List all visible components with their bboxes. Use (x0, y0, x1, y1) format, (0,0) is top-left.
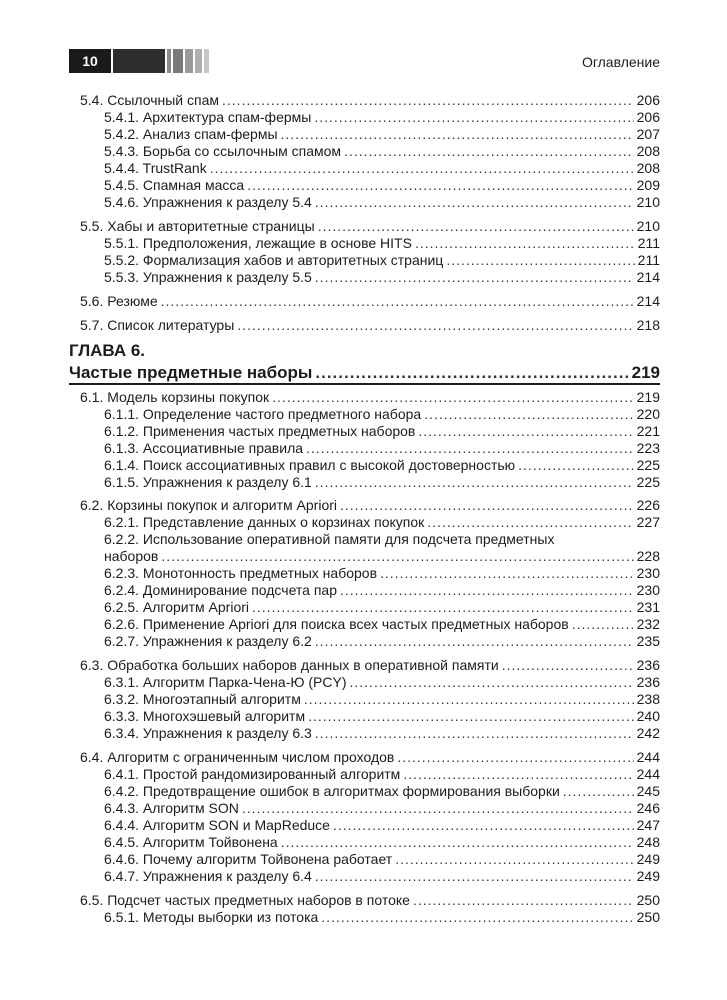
dot-leader (572, 616, 634, 633)
dot-leader (427, 514, 633, 531)
toc-entry[interactable] (104, 616, 660, 633)
dot-leader (418, 423, 633, 440)
toc-entry-title: 6.4.5. Алгоритм Тойвонена (104, 834, 278, 850)
toc-entry[interactable] (104, 851, 660, 868)
toc-entry-page: 225 (636, 457, 660, 473)
toc-entry-page: 208 (636, 143, 660, 159)
toc-entry-title: 5.4.3. Борьба со ссылочным спамом (104, 143, 342, 159)
header-bar-5 (195, 49, 202, 73)
dot-leader (252, 599, 634, 616)
dot-leader (350, 674, 634, 691)
toc-entry-title: 6.2.7. Упражнения к разделу 6.2 (104, 633, 312, 649)
toc-entry-title: 6.1.5. Упражнения к разделу 6.1 (104, 474, 312, 490)
toc-entry-title: 5.5.2. Формализация хабов и авторитетных страниц (104, 252, 444, 268)
toc-entry[interactable] (104, 143, 660, 160)
dot-leader (340, 582, 634, 599)
toc-entry-title: 6.2.1. Представление данных о корзинах покупок (104, 514, 425, 530)
toc-entry-title: 6.4.1. Простой рандомизированный алгоритм (104, 766, 401, 782)
toc-entry-page: 230 (636, 565, 660, 581)
toc-entry-title: 6.3. Обработка больших наборов данных в оперативной памяти (80, 657, 499, 673)
dot-leader (321, 909, 633, 926)
toc-entry[interactable] (104, 160, 660, 177)
toc-entry-title: 6.4.2. Предотвращение ошибок в алгоритмах формирования выборки (104, 783, 560, 799)
toc-entry[interactable] (104, 440, 660, 457)
toc-entry-page: 238 (636, 691, 660, 707)
dot-leader (222, 92, 634, 109)
toc-entry[interactable] (80, 657, 660, 674)
dot-leader (403, 766, 633, 783)
toc-entry-title: 6.5.1. Методы выборки из потока (104, 909, 319, 925)
header-bar-3 (173, 49, 183, 73)
toc-entry-page: 225 (636, 474, 660, 490)
toc-entry-title: 6.4.3. Алгоритм SON (104, 800, 239, 816)
toc-entry-page: 211 (637, 235, 660, 251)
toc-entry-title: наборов (104, 548, 159, 564)
page-header (0, 0, 727, 90)
toc-entry[interactable] (104, 109, 660, 126)
dot-leader (395, 851, 633, 868)
dot-leader (161, 548, 633, 565)
chapter-title: Частые предметные наборы (69, 363, 313, 382)
toc-entry-page: 210 (636, 218, 660, 234)
toc-entry-title: 6.3.3. Многохэшевый алгоритм (104, 708, 306, 724)
toc-entry[interactable] (104, 514, 660, 531)
toc-entry-title: 5.5. Хабы и авторитетные страницы (80, 218, 315, 234)
toc-entry[interactable] (104, 633, 660, 650)
toc-entry-title: 5.5.3. Упражнения к разделу 5.5 (104, 269, 312, 285)
toc-entry-page: 220 (636, 406, 660, 422)
toc-entry[interactable] (104, 909, 660, 926)
toc-entry-title: 5.4.1. Архитектура спам-фермы (104, 109, 312, 125)
toc-entry[interactable] (104, 252, 660, 269)
toc-entry[interactable] (104, 269, 660, 286)
toc-entry[interactable] (80, 749, 660, 766)
toc-entry-title: 6.1.1. Определение частого предметного набора (104, 406, 422, 422)
toc-entry-page: 218 (636, 317, 660, 333)
toc-entry-page: 208 (636, 160, 660, 176)
dot-leader (340, 497, 634, 514)
toc-entry[interactable] (104, 235, 660, 252)
toc-entry-page: 236 (636, 657, 660, 673)
header-bar-1 (113, 49, 165, 73)
toc-entry-page: 242 (636, 725, 660, 741)
toc-entry-page: 209 (636, 177, 660, 193)
toc-entry-title: 6.3.1. Алгоритм Парка-Чена-Ю (PCY) (104, 674, 347, 690)
dot-leader (315, 633, 634, 650)
toc-entry-page: 232 (636, 616, 660, 632)
dot-leader (242, 800, 634, 817)
header-bar-4 (185, 49, 193, 73)
toc-entry-title: 5.6. Резюме (80, 293, 158, 309)
toc-entry[interactable] (104, 674, 660, 691)
toc-entry-page: 210 (636, 194, 660, 210)
page-number: 10 (69, 49, 111, 73)
dot-leader (306, 440, 634, 457)
toc-entry[interactable] (104, 725, 660, 742)
toc-entry-title: 6.2. Корзины покупок и алгоритм Apriori (80, 497, 338, 513)
toc-entry[interactable] (104, 126, 660, 143)
toc-entry[interactable] (80, 92, 660, 109)
toc-entry[interactable] (104, 800, 660, 817)
toc-entry-title: 5.4. Ссылочный спам (80, 92, 220, 108)
toc-entry-title: 6.1.4. Поиск ассоциативных правил с высокой достоверностью (104, 457, 516, 473)
dot-leader (333, 817, 634, 834)
dot-leader (314, 109, 633, 126)
dot-leader (281, 126, 634, 143)
toc-entry-title: 6.2.4. Доминирование подсчета пар (104, 582, 337, 598)
toc-entry-page: 247 (636, 817, 660, 833)
toc-entry[interactable] (104, 766, 660, 783)
dot-leader (272, 389, 633, 406)
toc-entry-title: 6.2.5. Алгоритм Apriori (104, 599, 249, 615)
toc-entry-page: 226 (636, 497, 660, 513)
dot-leader (502, 657, 634, 674)
toc-entry-page: 227 (636, 514, 660, 530)
toc-entry[interactable] (80, 218, 660, 235)
toc-entry-title: 5.5.1. Предположения, лежащие в основе HITS (104, 235, 412, 251)
toc-entry-title: 6.4.4. Алгоритм SON и MapReduce (104, 817, 330, 833)
toc-entry-title-line1[interactable]: 6.2.2. Использование оперативной памяти для подсчета предметных (104, 531, 555, 547)
toc-entry-title: 5.4.6. Упражнения к разделу 5.4 (104, 194, 312, 210)
toc-entry-page: 214 (636, 269, 660, 285)
toc-entry-title: 6.5. Подсчет частых предметных наборов в потоке (80, 892, 410, 908)
toc-entry-page: 250 (636, 909, 660, 925)
dot-leader (413, 892, 634, 909)
dot-leader (315, 474, 634, 491)
chapter-page: 219 (631, 363, 660, 382)
dot-leader (210, 160, 634, 177)
toc-entry[interactable] (104, 783, 660, 800)
toc-entry[interactable] (104, 599, 660, 616)
dot-leader (446, 252, 634, 269)
toc-entry-title: 6.3.2. Многоэтапный алгоритм (104, 691, 301, 707)
dot-leader (315, 868, 634, 885)
toc-entry[interactable] (104, 582, 660, 599)
toc-entry-title: 6.3.4. Упражнения к разделу 6.3 (104, 725, 312, 741)
chapter-label: ГЛАВА 6. (69, 341, 146, 360)
toc-entry-page: 235 (636, 633, 660, 649)
dot-leader (281, 834, 634, 851)
toc-entry[interactable] (104, 548, 660, 565)
toc-entry-page: 219 (636, 389, 660, 405)
header-bar-6 (204, 49, 209, 73)
toc-entry-page: 249 (636, 851, 660, 867)
toc-entry[interactable] (104, 691, 660, 708)
dot-leader (424, 406, 633, 423)
toc-entry[interactable] (80, 293, 660, 310)
toc-entry[interactable] (104, 406, 660, 423)
toc-entry-title: 6.1.2. Применения частых предметных наборов (104, 423, 416, 439)
toc-entry[interactable] (80, 389, 660, 406)
toc-entry[interactable] (104, 868, 660, 885)
toc-entry-title: 5.7. Список литературы (80, 317, 235, 333)
toc-entry-title: 5.4.2. Анализ спам-фермы (104, 126, 278, 142)
dot-leader (308, 708, 634, 725)
toc-entry-page: 249 (636, 868, 660, 884)
dot-leader (380, 565, 634, 582)
dot-leader (518, 457, 633, 474)
dot-leader (304, 691, 634, 708)
toc-entry-page: 240 (636, 708, 660, 724)
toc-entry-title: 6.2.6. Применение Apriori для поиска всех частых предметных наборов (104, 616, 569, 632)
toc-entry-title: 6.1. Модель корзины покупок (80, 389, 270, 405)
toc-entry[interactable] (104, 177, 660, 194)
toc-entry-page: 223 (636, 440, 660, 456)
dot-leader (315, 194, 634, 211)
toc-entry[interactable] (104, 708, 660, 725)
running-title: Оглавление (581, 54, 660, 70)
toc-entry-page: 244 (636, 766, 660, 782)
dot-leader (344, 143, 634, 160)
toc-entry-page: 207 (636, 126, 660, 142)
dot-leader (315, 269, 634, 286)
toc-entry-page: 244 (636, 749, 660, 765)
chapter-entry[interactable] (69, 363, 660, 383)
toc-entry[interactable] (104, 474, 660, 491)
toc-entry-page: 245 (636, 783, 660, 799)
toc-entry[interactable] (104, 423, 660, 440)
toc-entry-page: 206 (636, 109, 660, 125)
toc-entry[interactable] (104, 834, 660, 851)
toc-entry-title: 6.2.3. Монотонность предметных наборов (104, 565, 378, 581)
toc-entry[interactable] (80, 497, 660, 514)
chapter-rule (69, 383, 660, 385)
toc-entry[interactable] (80, 317, 660, 334)
toc-entry-page: 221 (636, 423, 660, 439)
dot-leader (563, 783, 634, 800)
toc-entry-page: 236 (636, 674, 660, 690)
toc-entry-page: 246 (636, 800, 660, 816)
toc-entry-page: 228 (636, 548, 660, 564)
toc-entry[interactable] (104, 194, 660, 211)
dot-leader (397, 749, 633, 766)
toc-entry[interactable] (104, 817, 660, 834)
toc-entry-page: 214 (636, 293, 660, 309)
toc-entry-page: 230 (636, 582, 660, 598)
toc-entry[interactable] (80, 892, 660, 909)
toc-entry-page: 211 (637, 252, 660, 268)
toc-entry[interactable] (104, 457, 660, 474)
toc-entry-title: 5.4.4. TrustRank (104, 160, 207, 176)
header-bar-2 (167, 49, 171, 73)
dot-leader (247, 177, 633, 194)
toc-entry-page: 248 (636, 834, 660, 850)
dot-leader (237, 317, 633, 334)
toc-entry-page: 206 (636, 92, 660, 108)
toc-entry-title: 6.1.3. Ассоциативные правила (104, 440, 304, 456)
toc-entry-title: 5.4.5. Спамная масса (104, 177, 245, 193)
dot-leader (161, 293, 634, 310)
dot-leader (415, 235, 635, 252)
dot-leader (318, 218, 634, 235)
dot-leader (315, 725, 634, 742)
toc-entry[interactable] (104, 565, 660, 582)
toc-entry-page: 231 (636, 599, 660, 615)
toc-entry-title: 6.4. Алгоритм с ограниченным числом проходов (80, 749, 395, 765)
toc-entry-title: 6.4.6. Почему алгоритм Тойвонена работает (104, 851, 393, 867)
toc-entry-page: 250 (636, 892, 660, 908)
toc-entry-title: 6.4.7. Упражнения к разделу 6.4 (104, 868, 312, 884)
dot-leader (315, 363, 628, 383)
